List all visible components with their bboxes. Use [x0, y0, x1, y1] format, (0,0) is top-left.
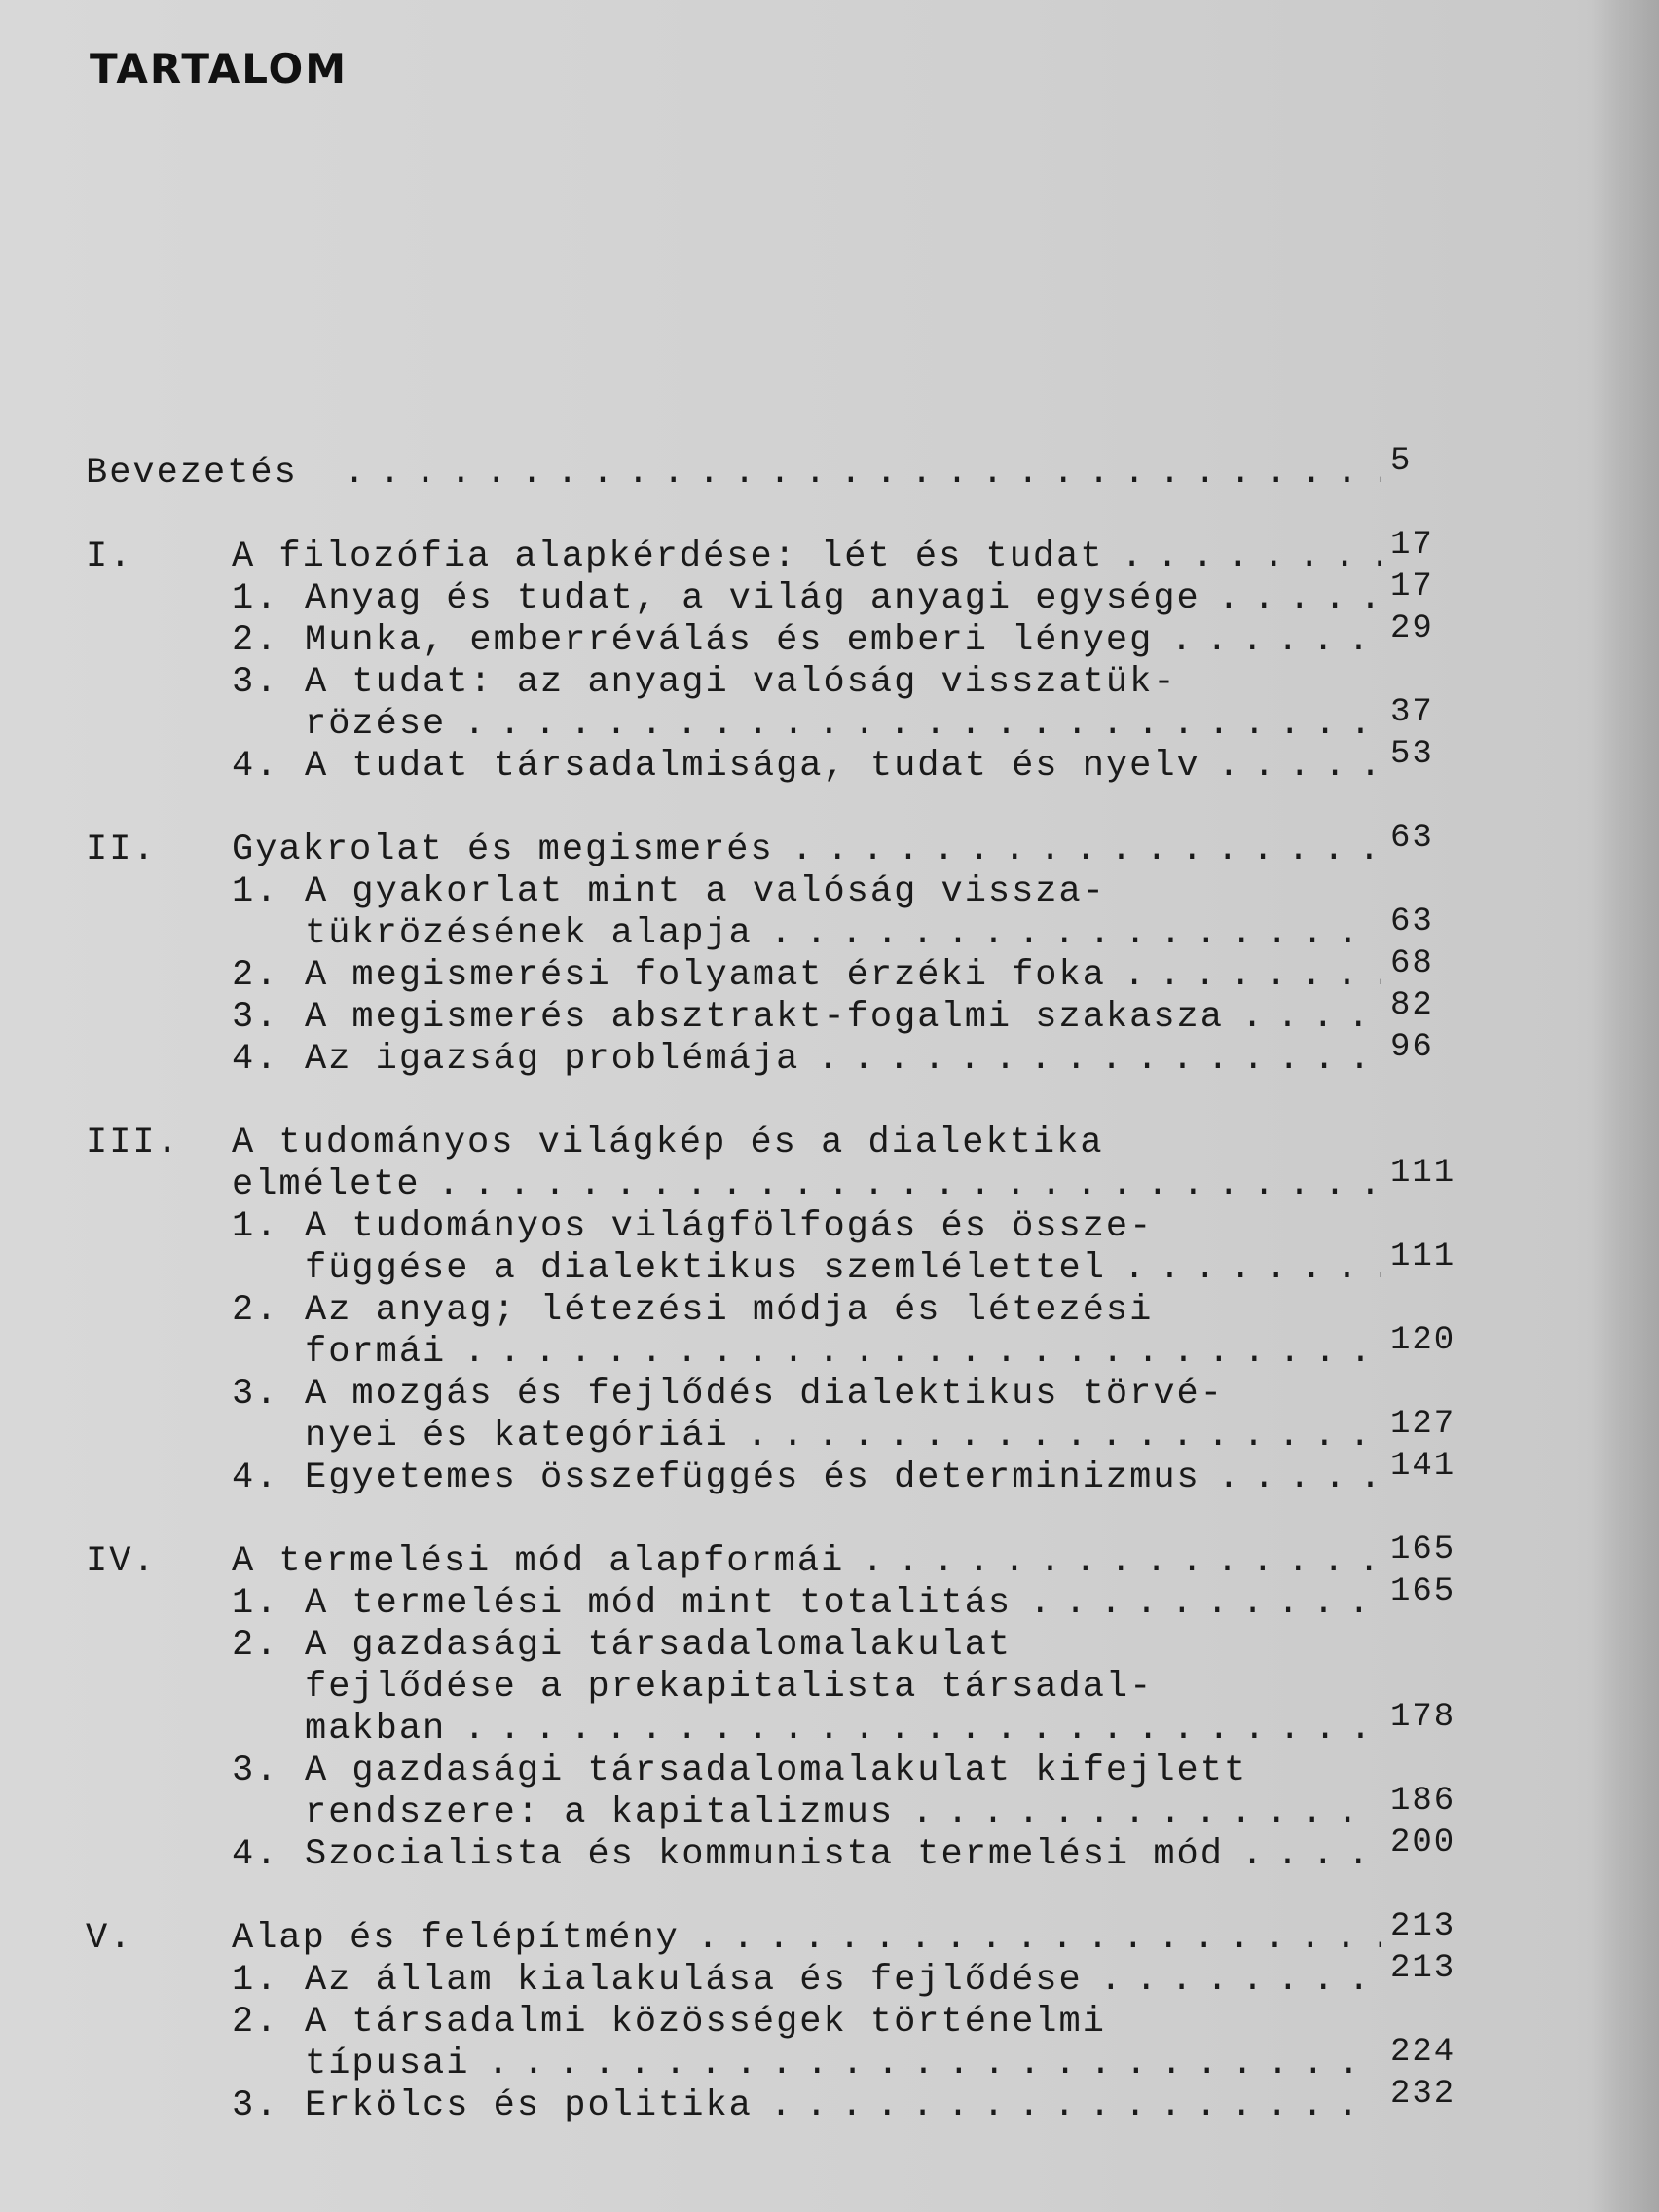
chapter-number: II.	[86, 830, 157, 870]
page-number: 165	[1390, 1573, 1456, 1610]
leader-dots	[1218, 578, 1381, 620]
page-number: 29	[1390, 610, 1434, 647]
leader-dots	[1241, 1834, 1381, 1876]
item-title: A gyakorlat mint a valóság vissza-	[305, 871, 1106, 912]
item-number: 3.	[232, 1374, 279, 1415]
toc-line	[86, 662, 1468, 704]
item-title: A megismerés absztrakt-fogalmi szakasza	[305, 997, 1224, 1038]
toc-line	[86, 1290, 1468, 1332]
item-title: A tudat: az anyagi valóság visszatük-	[305, 662, 1177, 703]
chapter-number: IV.	[86, 1541, 157, 1582]
page-number: 82	[1390, 987, 1434, 1024]
item-title: nyei és kategóriái	[305, 1416, 729, 1456]
page-number: 53	[1390, 736, 1434, 773]
chapter-title: A tudományos világkép és a dialektika	[232, 1123, 1104, 1163]
toc-line	[86, 1155, 1468, 1206]
item-title: Munka, emberréválás és emberi lényeg	[305, 620, 1154, 661]
item-title: A gazdasági társadalomalakulat	[305, 1625, 1013, 1666]
toc-line	[86, 1029, 1468, 1081]
chapter-title: A termelési mód alapformái	[232, 1541, 845, 1582]
leader-dots	[463, 1709, 1381, 1751]
toc-line	[86, 820, 1468, 871]
toc-chapter	[86, 1123, 1468, 1499]
item-title: A tudat társadalmisága, tudat és nyelv	[305, 746, 1200, 787]
table-of-contents	[86, 443, 1468, 2169]
toc-line	[86, 694, 1468, 746]
chapter-title: Gyakrolat és megismerés	[232, 830, 774, 870]
toc-line	[86, 1448, 1468, 1499]
item-number: 3.	[232, 1751, 279, 1791]
page-number: 224	[1390, 2034, 1456, 2071]
leader-dots	[792, 830, 1381, 871]
toc-line	[86, 527, 1468, 578]
intro-label: Bevezetés	[86, 453, 298, 494]
item-title: A gazdasági társadalomalakulat kifejlett	[305, 1751, 1248, 1791]
leader-dots	[862, 1541, 1381, 1583]
item-title: Az állam kialakulása és fejlődése	[305, 1960, 1083, 2001]
item-number: 3.	[232, 2085, 279, 2126]
leader-dots	[770, 913, 1381, 955]
toc-line	[86, 2034, 1468, 2085]
item-number: 1.	[232, 1583, 279, 1624]
toc-line	[86, 736, 1468, 788]
leader-dots	[911, 1792, 1381, 1834]
page-number: 17	[1390, 569, 1434, 606]
item-number: 4.	[232, 1039, 279, 1080]
item-title: függése a dialektikus szemlélettel	[305, 1248, 1106, 1289]
toc-line	[86, 1406, 1468, 1457]
leader-dots	[438, 1164, 1381, 1206]
leader-dots	[1170, 620, 1381, 662]
leader-dots	[1218, 1457, 1381, 1499]
leader-dots	[463, 1332, 1381, 1374]
item-title: Anyag és tudat, a világ anyagi egysége	[305, 578, 1200, 619]
leader-dots	[697, 1918, 1381, 1960]
chapter-title: elmélete	[232, 1164, 421, 1205]
toc-line	[86, 1783, 1468, 1834]
item-number: 1.	[232, 1206, 279, 1247]
item-title: rendszere: a kapitalizmus	[305, 1792, 895, 1833]
leader-dots	[344, 453, 1381, 495]
page-number: 127	[1390, 1406, 1456, 1443]
page-number: 111	[1390, 1238, 1456, 1275]
item-number: 2.	[232, 2002, 279, 2043]
item-number: 4.	[232, 1834, 279, 1875]
page-number: 200	[1390, 1825, 1456, 1862]
toc-line	[86, 1908, 1468, 1960]
item-title: A megismerési folyamat érzéki foka	[305, 955, 1106, 996]
chapter-title: A filozófia alapkérdése: lét és tudat	[232, 536, 1104, 577]
item-title: Az anyag; létezési módja és létezési	[305, 1290, 1154, 1331]
item-number: 1.	[232, 1960, 279, 2001]
page-spine-shadow	[1591, 0, 1659, 2212]
toc-line	[86, 569, 1468, 620]
chapter-number: I.	[86, 536, 133, 577]
item-title: tükrözésének alapja	[305, 913, 753, 954]
leader-dots	[1124, 955, 1381, 997]
leader-dots	[487, 2044, 1381, 2085]
page-number: 17	[1390, 527, 1434, 564]
toc-line	[86, 945, 1468, 997]
item-number: 1.	[232, 871, 279, 912]
page-title: TARTALOM	[90, 45, 349, 92]
toc-line	[86, 1950, 1468, 2002]
page-number: 213	[1390, 1908, 1456, 1945]
toc-line	[86, 610, 1468, 662]
page-number: 232	[1390, 2076, 1456, 2113]
toc-line	[86, 1322, 1468, 1374]
page-number: 186	[1390, 1783, 1456, 1820]
page-number: 141	[1390, 1448, 1456, 1485]
toc-line	[86, 2076, 1468, 2127]
toc-chapter	[86, 1531, 1468, 1876]
page-number: 111	[1390, 1155, 1456, 1192]
page-number: 63	[1390, 903, 1434, 940]
leader-dots	[817, 1039, 1381, 1081]
leader-dots	[1122, 536, 1381, 578]
item-title: A termelési mód mint totalitás	[305, 1583, 1013, 1624]
toc-chapter	[86, 527, 1468, 788]
item-title: makban	[305, 1709, 447, 1750]
chapter-number: V.	[86, 1918, 133, 1959]
leader-dots	[747, 1416, 1381, 1457]
toc-line	[86, 1531, 1468, 1583]
toc-line	[86, 1667, 1468, 1709]
item-number: 2.	[232, 955, 279, 996]
item-title: típusai	[305, 2044, 470, 2084]
leader-dots	[1124, 1248, 1381, 1290]
leader-dots	[463, 704, 1381, 746]
item-title: Az igazság problémája	[305, 1039, 800, 1080]
item-number: 1.	[232, 578, 279, 619]
item-title: Szocialista és kommunista termelési mód	[305, 1834, 1224, 1875]
item-title: Erkölcs és politika	[305, 2085, 753, 2126]
page-number: 5	[1390, 443, 1413, 480]
chapter-number: III.	[86, 1123, 180, 1163]
leader-dots	[1218, 746, 1381, 788]
item-number: 2.	[232, 620, 279, 661]
leader-dots	[770, 2085, 1381, 2127]
page-number: 178	[1390, 1699, 1456, 1736]
toc-chapter	[86, 1908, 1468, 2127]
page-number: 120	[1390, 1322, 1456, 1359]
item-title: Egyetemes összefüggés és determinizmus	[305, 1457, 1200, 1498]
toc-line	[86, 1625, 1468, 1667]
page-number: 63	[1390, 820, 1434, 857]
toc-line	[86, 1751, 1468, 1792]
item-number: 4.	[232, 1457, 279, 1498]
toc-line	[86, 443, 1468, 495]
toc-line	[86, 1825, 1468, 1876]
item-title: A mozgás és fejlődés dialektikus törvé-	[305, 1374, 1224, 1415]
item-number: 3.	[232, 662, 279, 703]
leader-dots	[1029, 1583, 1381, 1625]
item-number: 2.	[232, 1625, 279, 1666]
item-title: fejlődése a prekapitalista társadal-	[305, 1667, 1154, 1708]
item-title: formái	[305, 1332, 447, 1373]
toc-line	[86, 1238, 1468, 1290]
page-number: 213	[1390, 1950, 1456, 1987]
toc-intro	[86, 443, 1468, 495]
toc-line	[86, 1123, 1468, 1164]
item-number: 3.	[232, 997, 279, 1038]
item-number: 4.	[232, 746, 279, 787]
leader-dots	[1100, 1960, 1381, 2002]
toc-line	[86, 2002, 1468, 2044]
toc-line	[86, 1699, 1468, 1751]
page-number: 68	[1390, 945, 1434, 982]
toc-line	[86, 871, 1468, 913]
toc-line	[86, 1573, 1468, 1625]
item-title: A tudományos világfölfogás és össze-	[305, 1206, 1154, 1247]
toc-line	[86, 987, 1468, 1039]
item-number: 2.	[232, 1290, 279, 1331]
page-number: 96	[1390, 1029, 1434, 1066]
toc-chapter	[86, 820, 1468, 1081]
toc-line	[86, 1374, 1468, 1416]
page-number: 165	[1390, 1531, 1456, 1568]
toc-line	[86, 903, 1468, 955]
item-title: rözése	[305, 704, 447, 745]
item-title: A társadalmi közösségek történelmi	[305, 2002, 1106, 2043]
chapter-title: Alap és felépítmény	[232, 1918, 680, 1959]
toc-line	[86, 1206, 1468, 1248]
page-number: 37	[1390, 694, 1434, 731]
leader-dots	[1241, 997, 1381, 1039]
